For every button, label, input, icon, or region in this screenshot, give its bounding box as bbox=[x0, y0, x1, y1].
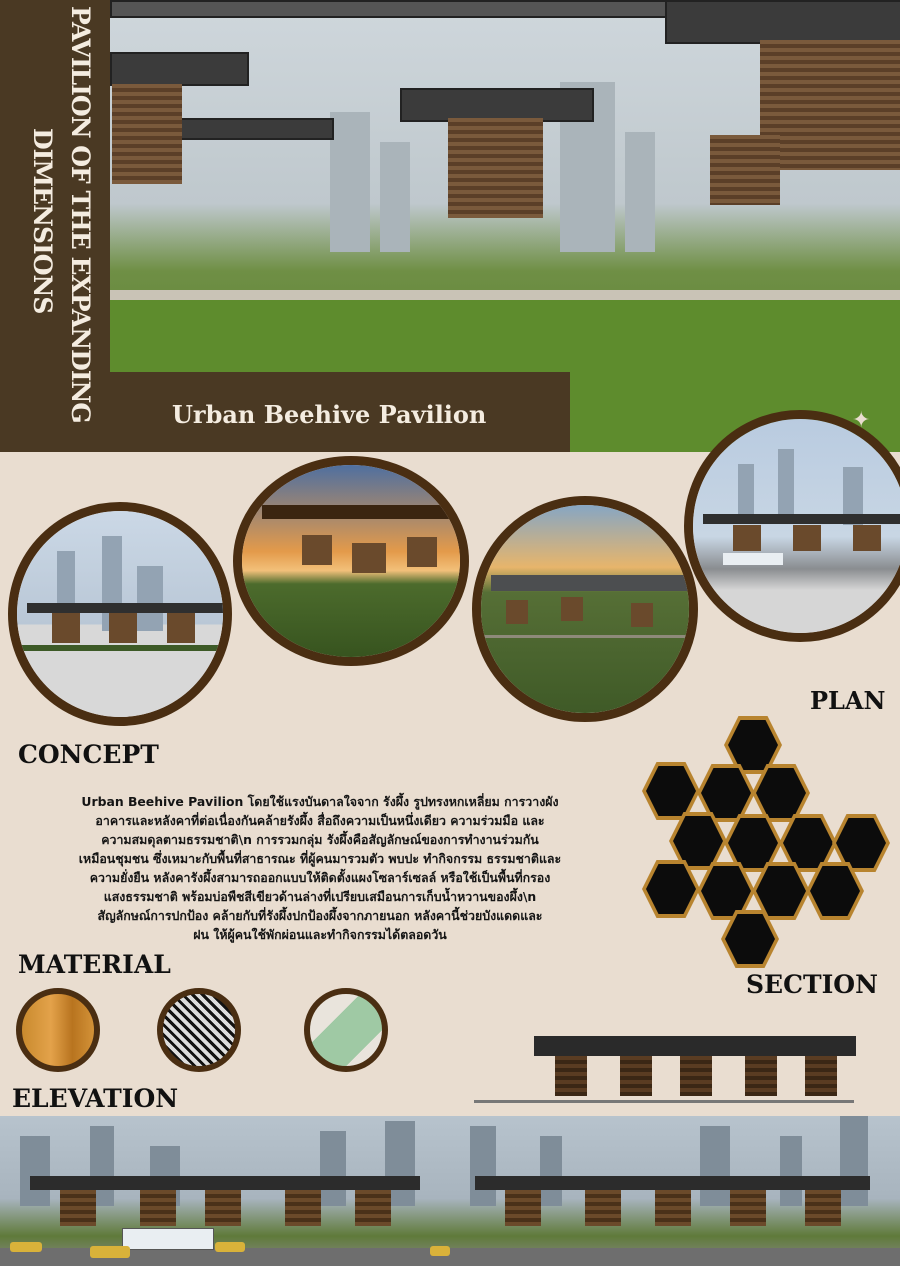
subtitle: Urban Beehive Pavilion bbox=[172, 400, 487, 429]
page-title bbox=[0, 0, 110, 452]
section-ground-line bbox=[474, 1100, 854, 1103]
glass-texture-icon bbox=[304, 988, 388, 1072]
car bbox=[430, 1246, 450, 1256]
section-column bbox=[745, 1056, 777, 1096]
concept-line: แสงธรรมชาติ พร้อมบ่อพืชสีเขียวด้านล่างที่เปรียบเสมือนการเก็บน้ำหวานของผึ้ง\n bbox=[103, 889, 537, 904]
roof-canopy bbox=[110, 52, 249, 86]
concept-line: ความสมดุลตามธรรมชาติ\n การรวมกลุ่ม รังผึ้งคือสัญลักษณ์ของการทำงานร่วมกัน bbox=[101, 832, 539, 847]
wood-texture-icon bbox=[16, 988, 100, 1072]
beehive-column bbox=[760, 40, 900, 170]
concept-line: เหมือนชุมชน ซึ่งเหมาะกับพื้นที่สาธารณะ ที่ผู้คนมารวมตัว พบปะ ทำกิจกรรม ธรรมชาติและ bbox=[78, 851, 562, 866]
car bbox=[215, 1242, 245, 1252]
elevation-roof-right bbox=[475, 1176, 870, 1190]
bus bbox=[122, 1228, 214, 1250]
mesh-texture-icon bbox=[157, 988, 241, 1072]
beehive-column bbox=[448, 118, 543, 218]
render-circle-sunset bbox=[233, 456, 469, 666]
render-circle-dusk bbox=[472, 496, 698, 722]
background-tower bbox=[625, 132, 655, 252]
title-line-2: DIMENSIONS bbox=[28, 128, 57, 314]
title-line-1: PAVILION OF THE EXPANDING bbox=[66, 6, 95, 423]
plan-heading: PLAN bbox=[810, 686, 886, 715]
material-heading: MATERIAL bbox=[18, 950, 171, 979]
car bbox=[90, 1246, 130, 1258]
concept-line: ฝน ให้ผู้คนใช้พักผ่อนและทำกิจกรรมได้ตลอดวัน bbox=[193, 927, 447, 942]
concept-line: ความยั่งยืน หลังคารังผึ้งสามารถออกแบบให้ติดตั้งแผงโซลาร์เซลล์ หรือใช้เป็นพื้นที่กรอง bbox=[89, 870, 551, 885]
concept-line: Urban Beehive Pavilion โดยใช้แรงบันดาลใจจาก รังผึ้ง รูปทรงหกเหลี่ยม การวางผัง bbox=[81, 794, 559, 809]
background-tower bbox=[380, 142, 410, 252]
elevation-roof-left bbox=[30, 1176, 420, 1190]
beehive-column bbox=[710, 135, 780, 205]
render-circle-day bbox=[8, 502, 232, 726]
roof-canopy bbox=[180, 118, 334, 140]
section-column bbox=[680, 1056, 712, 1096]
roof-canopy bbox=[400, 88, 594, 122]
plan-hex-cell bbox=[642, 762, 700, 820]
section-roof bbox=[534, 1036, 856, 1056]
concept-description bbox=[0, 792, 640, 944]
roof-canopy bbox=[665, 0, 900, 44]
beehive-column bbox=[112, 84, 182, 184]
section-column bbox=[620, 1056, 652, 1096]
subtitle-box bbox=[110, 372, 570, 452]
concept-line: สัญลักษณ์การปกป้อง คล้ายกับที่รังผึ้งปกป้องผึ้งจากภายนอก หลังคานี้ช่วยบังแดดและ bbox=[97, 908, 543, 923]
elevation-render bbox=[0, 1116, 900, 1266]
render-circle-street bbox=[684, 410, 900, 642]
concept-line: อาคารและหลังคาที่ต่อเนื่องกันคล้ายรังผึ้ง สื่อถึงความเป็นหนึ่งเดียว ความร่วมมือ และ bbox=[95, 813, 545, 828]
elevation-heading: ELEVATION bbox=[12, 1084, 179, 1113]
background-tower bbox=[330, 112, 370, 252]
hero-render bbox=[0, 0, 900, 452]
section-column bbox=[805, 1056, 837, 1096]
car bbox=[10, 1242, 42, 1252]
concept-heading: CONCEPT bbox=[18, 740, 159, 769]
section-column bbox=[555, 1056, 587, 1096]
section-heading: SECTION bbox=[746, 970, 878, 999]
road bbox=[0, 1248, 900, 1266]
